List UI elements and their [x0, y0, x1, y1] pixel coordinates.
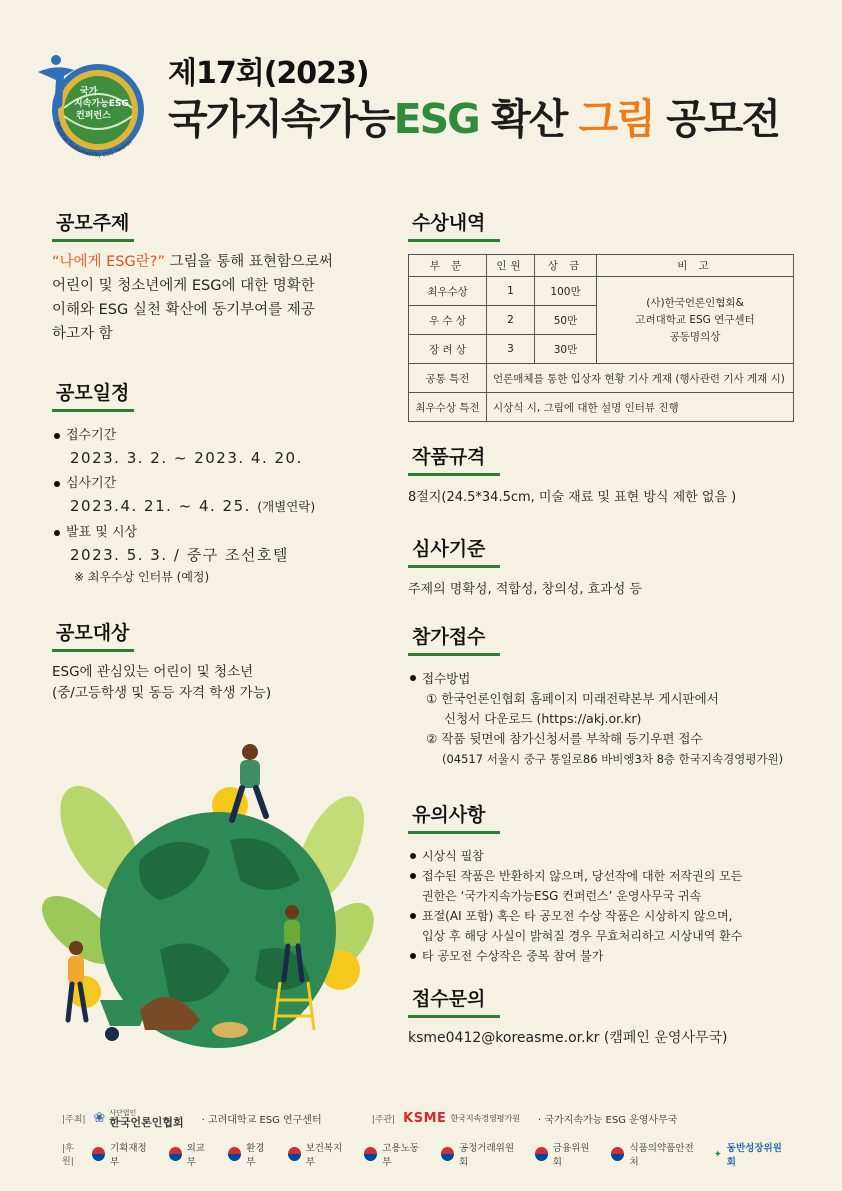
sponsor-item: [288, 1140, 349, 1168]
target-heading: 공모대상: [56, 622, 130, 644]
taegeuk-icon: [169, 1147, 182, 1161]
note-item-4: 타 공모전 수상작은 중복 참여 불가: [408, 946, 808, 966]
edition-title: 제17회(2023): [168, 56, 369, 91]
award-prize: 30만: [535, 335, 597, 364]
award-count: 1: [487, 277, 535, 306]
heading-underline: [408, 653, 500, 656]
schedule-date-2-value: 2023.4. 21. ~ 4. 25.: [70, 497, 251, 515]
awards-section: [408, 208, 800, 422]
theme-quote: “나에게 ESG란?”: [52, 254, 165, 270]
title-highlight: 그림: [578, 95, 654, 143]
schedule-label-1: 접수기간: [52, 426, 392, 446]
heading-underline: [408, 239, 500, 242]
title-part2: 확산: [478, 95, 579, 143]
theme-text-1: 그림을 통해 표현함으로써: [164, 254, 333, 270]
col-remark: 비 고: [597, 255, 794, 277]
sponsor-item: [714, 1140, 786, 1168]
organizer-org1: [403, 1111, 520, 1126]
top-benefit-label: 최우수상 특전: [409, 393, 487, 422]
host-tag-label: 주최: [65, 1114, 83, 1125]
main-title: [168, 86, 779, 145]
sponsor-name: 동반성장위원회: [726, 1143, 782, 1168]
heading-underline: [408, 1015, 500, 1018]
host-org2: · 고려대학교 ESG 연구센터: [201, 1114, 322, 1126]
note-item-2a: 접수된 작품은 반환하지 않으며, 당선작에 대한 저작권의 모든: [408, 866, 808, 886]
contact-section: [408, 984, 808, 1050]
table-row: [409, 277, 794, 306]
host-org1-name: 한국언론인협회: [109, 1116, 184, 1129]
award-remark: [597, 277, 794, 364]
spec-heading: 작품규격: [412, 446, 486, 468]
sponsor-tag-label: 후원: [62, 1144, 74, 1167]
registration-address: (04517 서울시 중구 통일로86 바비엥3차 8층 한국지속경영평가원): [442, 752, 784, 766]
sponsor-item: [535, 1140, 596, 1168]
step2-number: ②: [426, 731, 438, 746]
taegeuk-icon: [228, 1147, 241, 1161]
schedule-section: [52, 378, 392, 587]
schedule-note: ※ 최우수상 인터뷰 (예정): [74, 570, 210, 584]
host-tag: |주최|: [62, 1114, 86, 1125]
title-part1: 국가지속가능: [168, 95, 394, 143]
heading-underline: [52, 409, 134, 412]
sponsor-name: 환경부: [246, 1143, 265, 1168]
taegeuk-icon: [535, 1147, 548, 1161]
sponsor-tag: |후원|: [62, 1144, 74, 1167]
criteria-heading: 심사기준: [412, 538, 486, 560]
sponsor-item: [441, 1140, 519, 1168]
sponsor-item: [92, 1140, 153, 1168]
table-row: [409, 364, 794, 393]
remark-line1: (사)한국언론인협회&: [646, 296, 744, 309]
taegeuk-icon: [92, 1147, 105, 1161]
heading-underline: [52, 239, 134, 242]
target-body: [52, 662, 392, 704]
sponsor-name: 식품의약품안전처: [629, 1143, 694, 1168]
sponsor-item: [228, 1140, 272, 1168]
theme-text-3: 이해와 ESG 실천 확산에 동기부여를 제공: [52, 302, 315, 318]
award-count: 2: [487, 306, 535, 335]
registration-method: 접수방법: [408, 668, 808, 689]
taegeuk-icon: [611, 1147, 624, 1161]
remark-line2: 고려대학교 ESG 연구센터: [635, 313, 755, 326]
logo-line1: 국가: [80, 87, 98, 97]
registration-section: [408, 622, 808, 769]
sponsor-item: [364, 1140, 425, 1168]
host-org1: [93, 1108, 183, 1128]
conference-logo: [34, 50, 158, 162]
footer-sponsors: [62, 1140, 802, 1168]
remark-line3: 공동명의상: [669, 330, 721, 343]
contact-text: ksme0412@koreasme.or.kr (캠페인 운영사무국): [408, 1030, 728, 1046]
heading-underline: [408, 831, 500, 834]
notes-heading: 유의사항: [412, 804, 486, 826]
earth-illustration: [40, 730, 380, 1060]
target-line2: (중/고등학생 및 동등 자격 학생 가능): [52, 685, 272, 701]
heading-underline: [52, 649, 134, 652]
awards-heading: 수상내역: [412, 212, 486, 234]
sponsor-item: [169, 1140, 213, 1168]
registration-step2: [408, 729, 808, 749]
organizer-tag: |주관|: [371, 1114, 396, 1125]
association-logo-icon: ❀: [93, 1110, 106, 1126]
schedule-heading: 공모일정: [56, 382, 130, 404]
title-esg: ESG: [393, 95, 479, 143]
sponsor-name: 금융위원회: [552, 1143, 590, 1168]
table-row: [409, 393, 794, 422]
logo-ring-text: National Sustainability ESG Awards: [54, 120, 134, 159]
ksme-logo: KSME: [403, 1110, 447, 1126]
organizer-org1-name: 한국지속경영평가원: [450, 1113, 520, 1123]
criteria-text: 주제의 명확성, 적합성, 창의성, 효과성 등: [408, 582, 642, 597]
schedule-date-2-extra: (개별연락): [257, 499, 316, 514]
schedule-date-2: [52, 494, 392, 519]
award-category: 최우수상: [409, 277, 487, 306]
sponsor-item: [611, 1140, 697, 1168]
award-category: 장 려 상: [409, 335, 487, 364]
col-count: 인원: [487, 255, 535, 277]
logo-line3: 컨퍼런스: [76, 111, 111, 121]
award-category: 우 수 상: [409, 306, 487, 335]
sponsor-name: 고용노동부: [382, 1143, 419, 1168]
heading-underline: [408, 473, 500, 476]
logo-line2: 지속가능ESG: [74, 99, 129, 109]
organizer-tag-label: 주관: [374, 1114, 393, 1125]
note-item-3b: 입상 후 해당 사실이 밝혀질 경우 무효처리하고 시상내역 환수: [422, 929, 743, 943]
awards-header-row: [409, 255, 794, 277]
theme-heading: 공모주제: [56, 212, 130, 234]
schedule-label-3: 발표 및 시상: [52, 523, 392, 543]
target-line1: ESG에 관심있는 어린이 및 청소년: [52, 664, 254, 680]
contact-heading: 접수문의: [412, 988, 486, 1010]
step1-download: 신청서 다운로드 (https://akj.or.kr): [444, 711, 642, 726]
step2-text: 작품 뒷면에 참가신청서를 부착해 등기우편 접수: [441, 731, 703, 746]
organizer-org2: · 국가지속가능 ESG 운영사무국: [538, 1114, 678, 1126]
sponsor-name: 공정거래위원회: [458, 1143, 515, 1168]
taegeuk-icon: [288, 1147, 301, 1161]
spec-section: [408, 442, 800, 510]
note-item-2b: 권한은 ‘국가지속가능ESG 컨퍼런스’ 운영사무국 귀속: [422, 889, 702, 903]
theme-body: [52, 250, 392, 346]
host-org1-small: 사단법인: [109, 1109, 137, 1117]
sponsor-name: 기획재정부: [109, 1143, 147, 1168]
awards-table: [408, 254, 794, 422]
theme-text-2: 어린이 및 청소년에게 ESG에 대한 명확한: [52, 278, 315, 294]
award-count: 3: [487, 335, 535, 364]
col-prize: 상 금: [535, 255, 597, 277]
top-benefit-text: 시상식 시, 그림에 대한 설명 인터뷰 진행: [487, 393, 794, 422]
target-section: [52, 618, 392, 704]
spec-text: 8절지(24.5*34.5cm, 미술 재료 및 표현 방식 제한 없음 ): [408, 490, 737, 505]
note-item-1: 시상식 필참: [408, 846, 808, 866]
theme-text-4: 하고자 함: [52, 326, 113, 342]
registration-heading: 참가접수: [412, 626, 486, 648]
col-category: 부 문: [409, 255, 487, 277]
schedule-date-1: 2023. 3. 2. ~ 2023. 4. 20.: [70, 449, 303, 467]
title-part3: 공모전: [653, 95, 779, 143]
schedule-date-3: 2023. 5. 3. / 중구 조선호텔: [70, 546, 289, 564]
taegeuk-icon: [441, 1147, 454, 1161]
step1-text: 한국언론인협회 홈페이지 미래전략본부 게시판에서: [441, 691, 719, 706]
taegeuk-icon: [364, 1147, 377, 1161]
step1-number: ①: [426, 691, 438, 706]
award-prize: 50만: [535, 306, 597, 335]
award-prize: 100만: [535, 277, 597, 306]
sponsor-name: 외교부: [186, 1143, 205, 1168]
footer-hosts: [62, 1108, 802, 1128]
theme-section: [52, 208, 392, 346]
host-org1-text: [109, 1108, 183, 1128]
note-item-3a: 표절(AI 포함) 혹은 타 공모전 수상 작품은 시상하지 않으며,: [408, 906, 808, 926]
common-benefit-label: 공통 특전: [409, 364, 487, 393]
sponsor-name: 보건복지부: [305, 1143, 343, 1168]
partnership-icon: ✦: [713, 1148, 722, 1160]
heading-underline: [408, 565, 500, 568]
schedule-label-2: 심사기간: [52, 474, 392, 494]
criteria-section: [408, 534, 800, 602]
common-benefit-text: 언론매체를 통한 입상자 현황 기사 게재 (행사관련 기사 게재 시): [487, 364, 794, 393]
registration-step1: [408, 689, 808, 709]
notes-section: [408, 800, 808, 966]
